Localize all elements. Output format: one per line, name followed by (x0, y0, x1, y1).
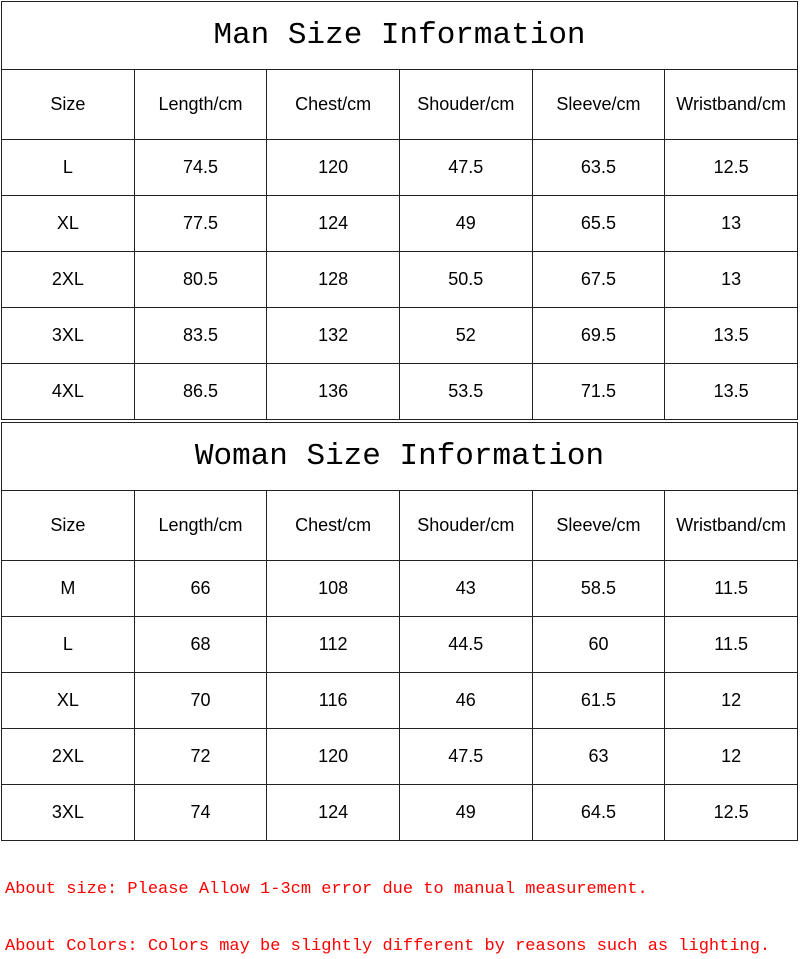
sleeve-cell: 67.5 (532, 252, 665, 308)
wristband-cell: 12 (665, 673, 798, 729)
size-cell: 3XL (2, 785, 135, 841)
chest-cell: 136 (267, 364, 400, 420)
wristband-cell: 12.5 (665, 785, 798, 841)
man-size-table (1, 1, 798, 420)
chest-cell: 128 (267, 252, 400, 308)
table-row (2, 364, 798, 420)
sleeve-cell: 64.5 (532, 785, 665, 841)
column-header-sleeve: Sleeve/cm (532, 70, 665, 140)
sleeve-cell: 69.5 (532, 308, 665, 364)
column-header-chest: Chest/cm (267, 491, 400, 561)
woman-header-row (2, 491, 798, 561)
chest-cell: 108 (267, 561, 400, 617)
woman-table-body (2, 423, 798, 841)
wristband-cell: 12.5 (665, 140, 798, 196)
shoulder-cell: 49 (399, 196, 532, 252)
sleeve-cell: 58.5 (532, 561, 665, 617)
wristband-cell: 12 (665, 729, 798, 785)
colors-note: About Colors: Colors may be slightly different by reasons such as lighting. (5, 937, 771, 956)
table-row (2, 196, 798, 252)
sleeve-cell: 63 (532, 729, 665, 785)
man-title-row (2, 2, 798, 70)
sleeve-cell: 65.5 (532, 196, 665, 252)
length-cell: 74.5 (134, 140, 267, 196)
size-cell: XL (2, 673, 135, 729)
chest-cell: 120 (267, 729, 400, 785)
table-row (2, 561, 798, 617)
length-cell: 74 (134, 785, 267, 841)
size-cell: 4XL (2, 364, 135, 420)
woman-size-table (1, 422, 798, 841)
wristband-cell: 13 (665, 196, 798, 252)
table-row (2, 785, 798, 841)
column-header-wristband: Wristband/cm (665, 70, 798, 140)
sleeve-cell: 71.5 (532, 364, 665, 420)
woman-table-title: Woman Size Information (2, 423, 798, 491)
column-header-sleeve: Sleeve/cm (532, 491, 665, 561)
shoulder-cell: 53.5 (399, 364, 532, 420)
shoulder-cell: 47.5 (399, 729, 532, 785)
table-row (2, 617, 798, 673)
chest-cell: 132 (267, 308, 400, 364)
size-cell: L (2, 617, 135, 673)
column-header-size: Size (2, 491, 135, 561)
length-cell: 68 (134, 617, 267, 673)
column-header-length: Length/cm (134, 491, 267, 561)
sleeve-cell: 63.5 (532, 140, 665, 196)
sleeve-cell: 61.5 (532, 673, 665, 729)
table-row (2, 729, 798, 785)
shoulder-cell: 50.5 (399, 252, 532, 308)
length-cell: 77.5 (134, 196, 267, 252)
chest-cell: 120 (267, 140, 400, 196)
length-cell: 86.5 (134, 364, 267, 420)
column-header-size: Size (2, 70, 135, 140)
man-table-body (2, 2, 798, 420)
column-header-shoulder: Shouder/cm (399, 70, 532, 140)
size-cell: XL (2, 196, 135, 252)
wristband-cell: 13.5 (665, 308, 798, 364)
table-row (2, 140, 798, 196)
chest-cell: 116 (267, 673, 400, 729)
length-cell: 83.5 (134, 308, 267, 364)
wristband-cell: 11.5 (665, 561, 798, 617)
man-header-row (2, 70, 798, 140)
sleeve-cell: 60 (532, 617, 665, 673)
column-header-wristband: Wristband/cm (665, 491, 798, 561)
column-header-shoulder: Shouder/cm (399, 491, 532, 561)
size-note: About size: Please Allow 1-3cm error due to manual measurement. (5, 880, 648, 899)
man-table-title: Man Size Information (2, 2, 798, 70)
shoulder-cell: 52 (399, 308, 532, 364)
chest-cell: 124 (267, 196, 400, 252)
chest-cell: 124 (267, 785, 400, 841)
chest-cell: 112 (267, 617, 400, 673)
size-cell: M (2, 561, 135, 617)
wristband-cell: 11.5 (665, 617, 798, 673)
shoulder-cell: 49 (399, 785, 532, 841)
table-row (2, 308, 798, 364)
size-cell: 2XL (2, 729, 135, 785)
length-cell: 72 (134, 729, 267, 785)
column-header-chest: Chest/cm (267, 70, 400, 140)
size-cell: 2XL (2, 252, 135, 308)
length-cell: 70 (134, 673, 267, 729)
woman-title-row (2, 423, 798, 491)
shoulder-cell: 47.5 (399, 140, 532, 196)
shoulder-cell: 44.5 (399, 617, 532, 673)
length-cell: 80.5 (134, 252, 267, 308)
table-row (2, 252, 798, 308)
size-cell: 3XL (2, 308, 135, 364)
wristband-cell: 13.5 (665, 364, 798, 420)
size-cell: L (2, 140, 135, 196)
length-cell: 66 (134, 561, 267, 617)
column-header-length: Length/cm (134, 70, 267, 140)
table-row (2, 673, 798, 729)
shoulder-cell: 46 (399, 673, 532, 729)
wristband-cell: 13 (665, 252, 798, 308)
shoulder-cell: 43 (399, 561, 532, 617)
